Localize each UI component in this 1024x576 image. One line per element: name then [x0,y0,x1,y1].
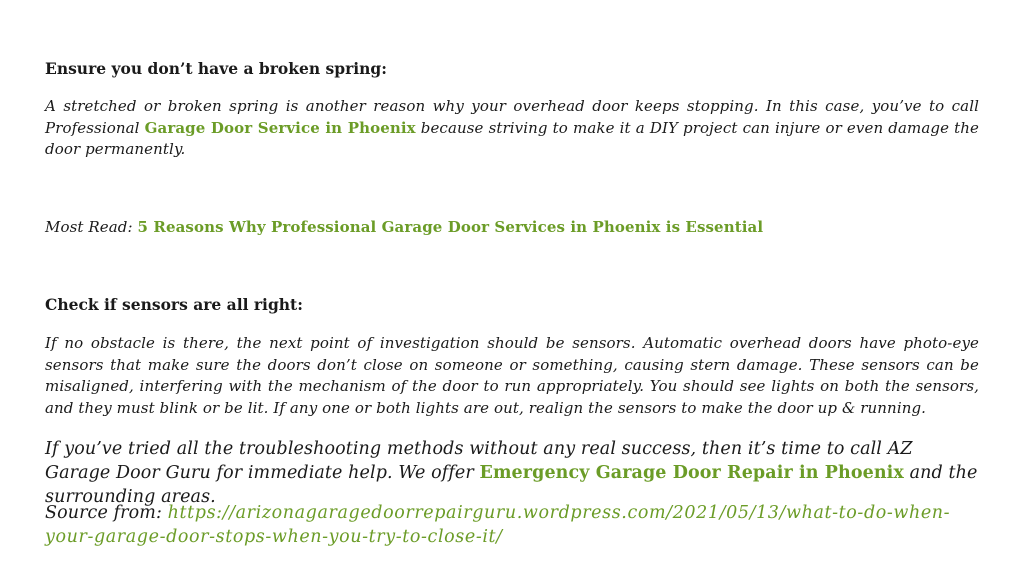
sensors-paragraph: If no obstacle is there, the next point of investigation should be sensors. Automatic overhead doors have photo-eye sensors that make sure the doors don’t close on someone or something, causing stern damage. These sensors can be misaligned, interfering with the mechanism of the door to run appropriately. You should see lights on both the sensors, and they must blink or be lit. If any one or both lights are out, realign the sensors to make the door up & running. [45,334,979,417]
source-label: Source from: [45,503,168,523]
most-read-label: Most Read: [45,218,138,236]
broken-spring-paragraph [45,96,979,161]
garage-door-service-link[interactable]: Garage Door Service in Phoenix [144,118,416,137]
broken-spring-text-before: A stretched or broken spring is another reason why your overhead door keeps stopping. In this case, you’ve to call Professional [45,97,979,137]
source-line [45,501,979,549]
closing-paragraph [45,437,979,509]
broken-spring-text-after: because striving to make it a DIY project can injure or even damage the door permanently. [45,118,979,158]
closing-text-after: and the surrounding areas. [45,463,978,507]
document-page [45,0,979,576]
most-read-link[interactable]: 5 Reasons Why Professional Garage Door Services in Phoenix is Essential [137,218,764,236]
closing-text-before: If you’ve tried all the troubleshooting methods without any real success, then it’s time to call AZ Garage Door Guru for immediate help. We offer [45,439,913,483]
source-url-link[interactable]: https://arizonagaragedoorrepairguru.wordpress.com/2021/05/13/what-to-do-when-your-garage-door-stops-when-you-try-to-close-it/ [45,503,951,547]
most-read-line [45,217,979,239]
emergency-repair-link[interactable]: Emergency Garage Door Repair in Phoenix [479,463,904,483]
broken-spring-heading: Ensure you don’t have a broken spring: [45,59,387,78]
sensors-heading: Check if sensors are all right: [45,295,303,314]
